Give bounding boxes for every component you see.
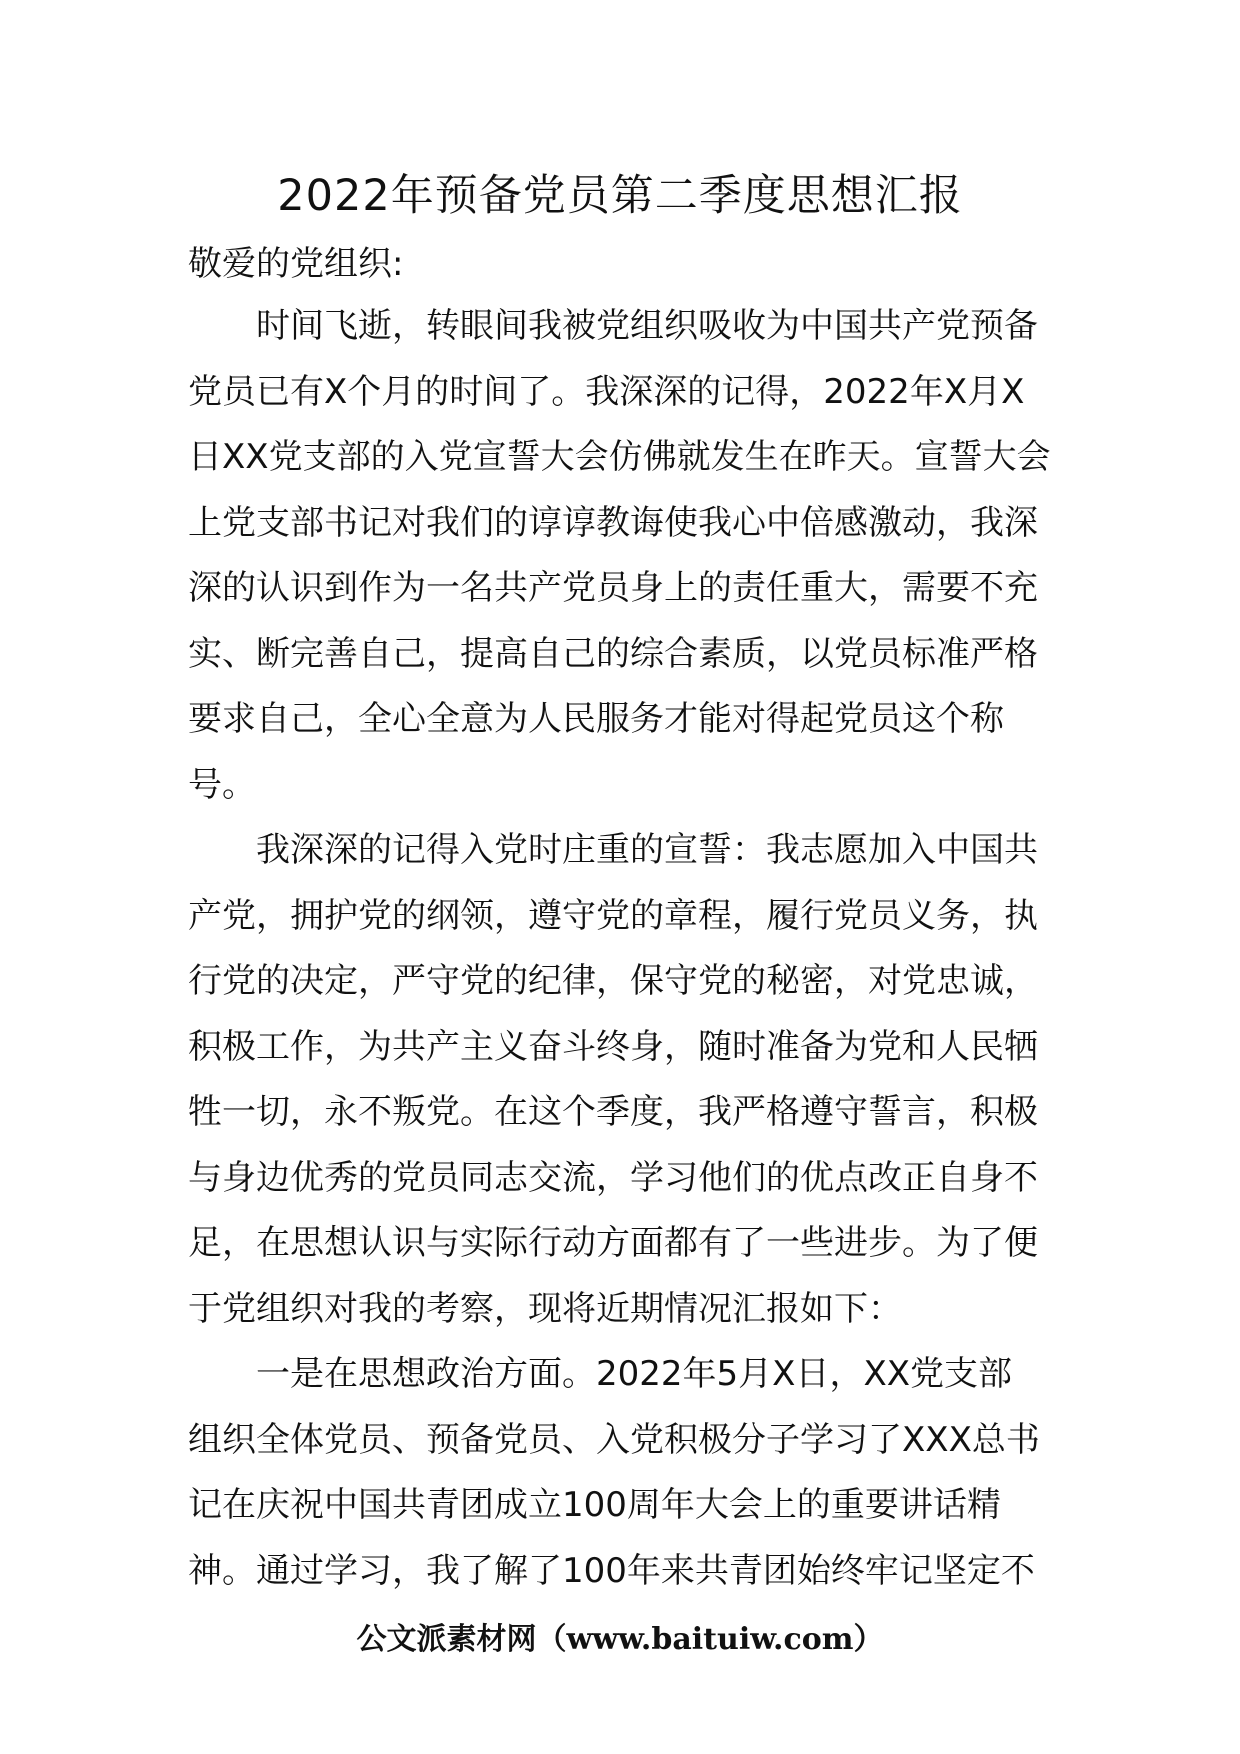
- paragraph-line: 时间飞逝，转眼间我被党组织吸收为中国共产党预备: [256, 306, 1038, 346]
- paragraph-line: 我深深的记得入党时庄重的宣誓：我志愿加入中国共: [256, 830, 1038, 870]
- paragraph-line: 深的认识到作为一名共产党员身上的责任重大，需要不充: [188, 568, 1038, 608]
- paragraph-line: 组织全体党员、预备党员、入党积极分子学习了XXX总书: [188, 1419, 1040, 1460]
- paragraph-line: 牲一切，永不叛党。在这个季度，我严格遵守誓言，积极: [188, 1092, 1038, 1132]
- paragraph-line: 一是在思想政治方面。2022年5月X日，XX党支部: [256, 1354, 1013, 1394]
- document-body: [188, 234, 1058, 1604]
- paragraph-line: 产党，拥护党的纲领，遵守党的章程，履行党员义务，执: [188, 895, 1038, 936]
- paragraph-line: 号。: [188, 764, 256, 805]
- paragraph-line: 党员已有X个月的时间了。我深深的记得，2022年X月X: [188, 371, 1025, 412]
- paragraph-line: 实、断完善自己，提高自己的综合素质，以党员标准严格: [188, 633, 1038, 674]
- source-footer: 公文派素材网（www.baituiw.com）: [356, 1622, 884, 1657]
- paragraph-line: 于党组织对我的考察，现将近期情况汇报如下：: [188, 1288, 902, 1329]
- paragraph-line: 记在庆祝中国共青团成立100周年大会上的重要讲话精: [188, 1485, 1001, 1525]
- paragraph-line: 与身边优秀的党员同志交流，学习他们的优点改正自身不: [188, 1157, 1038, 1198]
- paragraph-line: 神。通过学习，我了解了100年来共青团始终牢记坚定不: [188, 1550, 1035, 1591]
- paragraph-line: 日XX党支部的入党宣誓大会仿佛就发生在昨天。宣誓大会: [188, 437, 1051, 477]
- paragraph-line: 足，在思想认识与实际行动方面都有了一些进步。为了便: [188, 1223, 1038, 1263]
- paragraph-line: 要求自己，全心全意为人民服务才能对得起党员这个称: [188, 699, 1004, 739]
- document-title: 2022年预备党员第二季度思想汇报: [277, 171, 963, 221]
- paragraph-line: 行党的决定，严守党的纪律，保守党的秘密，对党忠诚，: [188, 961, 1038, 1001]
- salutation: 敬爱的党组织:: [188, 244, 404, 284]
- paragraph-line: 积极工作，为共产主义奋斗终身，随时准备为党和人民牺: [188, 1026, 1038, 1067]
- paragraph-line: 上党支部书记对我们的谆谆教诲使我心中倍感激动，我深: [188, 502, 1038, 543]
